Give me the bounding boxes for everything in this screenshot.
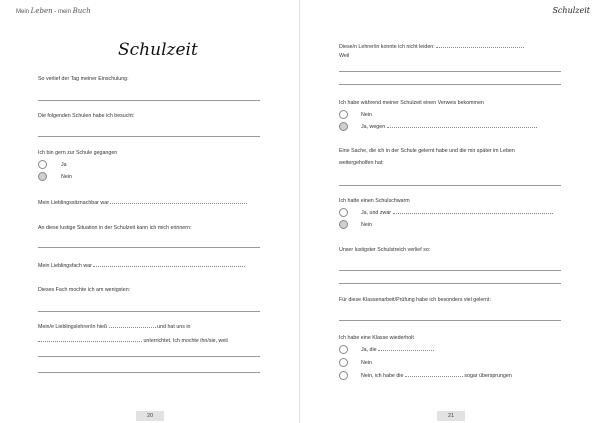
answer-line[interactable] <box>38 136 260 137</box>
question-schulstreich: Unser lustigster Schulstreich verlief so: <box>339 247 431 253</box>
question-klassenarbeit: Für diese Klassenarbeit/Prüfung habe ich besonders viel gelernt: <box>339 297 491 303</box>
answer-line[interactable] <box>339 320 561 321</box>
question-wenigstes-fach: Dieses Fach mochte ich am wenigsten: <box>38 287 131 293</box>
option-uebersprungen <box>361 373 512 379</box>
option-label: Ja, und zwar <box>361 210 392 216</box>
radio-nein[interactable] <box>38 172 47 181</box>
answer-line[interactable] <box>339 270 561 271</box>
question-weil: Weil <box>339 53 350 59</box>
radio-ja-wegen[interactable] <box>339 122 348 131</box>
fill-in-line[interactable] <box>110 203 247 204</box>
question-nicht-leiden <box>339 44 524 50</box>
radio-ja-die[interactable] <box>339 345 348 354</box>
question-gelernt-cont: weitergeholfen hat: <box>339 160 384 166</box>
answer-line[interactable] <box>339 71 561 72</box>
answer-line[interactable] <box>38 100 260 101</box>
question-einschulung: So verlief der Tag meiner Einschulung: <box>38 76 129 82</box>
question-schulschwarm: Ich hatte einen Schulschwarm <box>339 198 410 204</box>
option-label: Ja, wegen <box>361 124 386 130</box>
chapter-header: Schulzeit <box>552 6 590 15</box>
option-ja-die <box>361 347 434 353</box>
option-label: sogar übersprungen <box>464 373 512 379</box>
question-text: Diese/n Lehrer/in konnte ich nicht leiden: <box>339 44 435 50</box>
question-verweis: Ich habe während meiner Schulzeit einen Verweis bekommen <box>339 100 484 106</box>
header-mid: - mein <box>52 9 73 15</box>
radio-nein[interactable] <box>339 110 348 119</box>
answer-line[interactable] <box>339 283 561 284</box>
question-schulen: Die folgenden Schulen habe ich besucht: <box>38 113 135 119</box>
option-label: Nein <box>361 112 372 118</box>
question-text: Mein Lieblingsfach war <box>38 263 92 269</box>
answer-line[interactable] <box>38 356 260 357</box>
radio-uebersprungen[interactable] <box>339 371 348 380</box>
question-text: unterrichtet. Ich mochte ihn/sie, weil <box>143 338 228 344</box>
option-wegen <box>361 124 537 130</box>
radio-nein[interactable] <box>339 358 348 367</box>
question-text: und hat uns in <box>157 324 191 330</box>
question-lustige-situation: An diese lustige Situation in der Schulzeit kann ich mich erinnern: <box>38 225 192 231</box>
option-label: Nein <box>361 222 372 228</box>
answer-line[interactable] <box>339 84 561 85</box>
fill-in-line[interactable] <box>109 327 156 328</box>
header-buch: Buch <box>72 7 91 15</box>
fill-in-line[interactable] <box>393 213 553 214</box>
question-lieblingslehrer-cont <box>38 338 228 344</box>
answer-line[interactable] <box>38 372 260 373</box>
page-title: Schulzeit <box>118 40 198 60</box>
option-und-zwar <box>361 210 553 216</box>
answer-line[interactable] <box>339 185 561 186</box>
fill-in-line[interactable] <box>93 266 245 267</box>
fill-in-line[interactable] <box>378 350 434 351</box>
question-text: Mein/e Lieblingslehrer/in hieß <box>38 324 108 330</box>
question-gern-schule: Ich bin gern zur Schule gegangen <box>38 150 118 156</box>
question-gelernt: Eine Sache, die ich in der Schule gelernt habe und die mir später im Leben <box>339 148 515 154</box>
fill-in-line[interactable] <box>387 127 537 128</box>
answer-line[interactable] <box>38 247 260 248</box>
page-number: 20 <box>136 411 164 421</box>
fill-in-line[interactable] <box>436 47 524 48</box>
question-lieblingslehrer <box>38 324 190 330</box>
radio-ja[interactable] <box>38 160 47 169</box>
right-page <box>300 0 600 423</box>
option-label: Nein <box>361 360 372 366</box>
option-label: Nein, ich habe die <box>361 373 404 379</box>
header-leben: Leben <box>30 7 53 15</box>
option-label: Ja, die <box>361 347 377 353</box>
page-number: 21 <box>437 411 465 421</box>
answer-line[interactable] <box>38 311 260 312</box>
option-label: Ja <box>61 162 67 168</box>
fill-in-line[interactable] <box>38 341 142 342</box>
radio-ja-und-zwar[interactable] <box>339 208 348 217</box>
book-header <box>16 7 91 15</box>
header-prefix: Mein <box>16 9 31 15</box>
question-sitznachbar <box>38 200 247 206</box>
question-klasse-wiederholt: Ich habe eine Klasse wiederholt <box>339 335 414 341</box>
fill-in-line[interactable] <box>405 376 463 377</box>
radio-nein[interactable] <box>339 220 348 229</box>
question-lieblingsfach <box>38 263 245 269</box>
option-label: Nein <box>61 174 72 180</box>
question-text: Mein Lieblingssitznachbar war <box>38 200 109 206</box>
